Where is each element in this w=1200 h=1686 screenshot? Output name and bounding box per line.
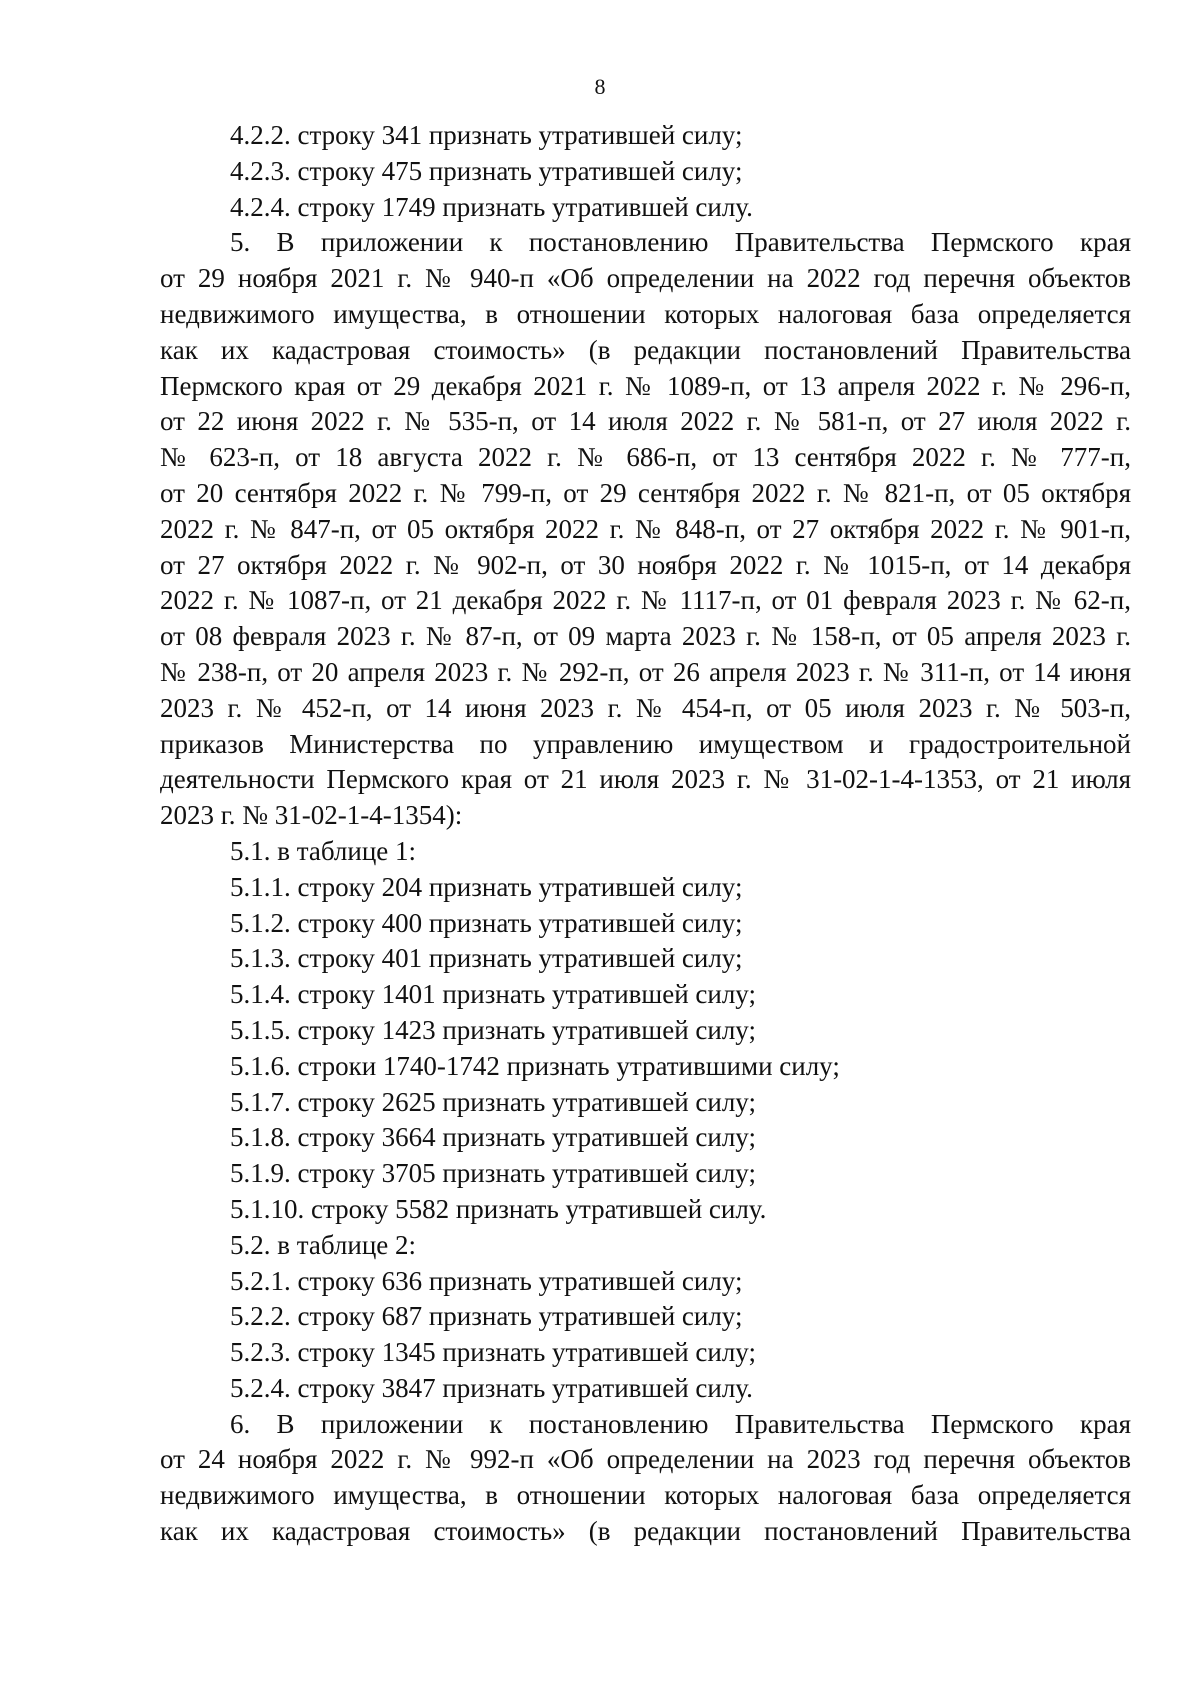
text-line: 5.2.4. строку 3847 признать утратившей силу. — [230, 1372, 753, 1403]
text-line: Пермского края от 29 декабря 2021 г. № 1089-п, от 13 апреля 2022 г. № 296-п, — [160, 370, 1131, 401]
text-line: от 27 октября 2022 г. № 902-п, от 30 ноября 2022 г. № 1015-п, от 14 декабря — [160, 549, 1131, 580]
text-line: от 24 ноября 2022 г. № 992-п «Об определении на 2023 год перечня объектов — [160, 1444, 1131, 1475]
text-line: 5. В приложении к постановлению Правительства Пермского края — [230, 227, 1131, 258]
page-number: 8 — [594, 74, 606, 99]
text-line: 4.2.3. строку 475 признать утратившей силу; — [230, 155, 743, 186]
text-line: 5.1.2. строку 400 признать утратившей силу; — [230, 907, 743, 938]
text-line: 5.1.3. строку 401 признать утратившей силу; — [230, 943, 743, 974]
text-line: 2023 г. № 31-02-1-4-1354): — [160, 800, 463, 831]
text-line: 5.1.1. строку 204 признать утратившей силу; — [230, 871, 743, 902]
text-line: 6. В приложении к постановлению Правительства Пермского края — [230, 1408, 1131, 1439]
text-line: 5.1.10. строку 5582 признать утратившей силу. — [230, 1193, 767, 1224]
text-line: 5.1.7. строку 2625 признать утратившей силу; — [230, 1086, 756, 1117]
text-line: от 08 февраля 2023 г. № 87-п, от 09 марта 2023 г. № 158-п, от 05 апреля 2023 г. — [160, 621, 1131, 652]
text-line: приказов Министерства по управлению имуществом и градостроительной — [160, 728, 1131, 759]
document-body — [160, 118, 1131, 1550]
text-line: 5.1.6. строки 1740-1742 признать утратившими силу; — [230, 1050, 840, 1081]
text-line: № 623-п, от 18 августа 2022 г. № 686-п, от 13 сентября 2022 г. № 777-п, — [160, 442, 1131, 473]
text-line: от 20 сентября 2022 г. № 799-п, от 29 сентября 2022 г. № 821-п, от 05 октября — [160, 477, 1131, 508]
text-line: недвижимого имущества, в отношении которых налоговая база определяется — [160, 298, 1131, 329]
text-line: 2022 г. № 1087-п, от 21 декабря 2022 г. № 1117-п, от 01 февраля 2023 г. № 62-п, — [160, 585, 1131, 616]
text-line: 4.2.2. строку 341 признать утратившей силу; — [230, 120, 743, 150]
text-line: 2023 г. № 452-п, от 14 июня 2023 г. № 454-п, от 05 июля 2023 г. № 503-п, — [160, 692, 1131, 723]
text-line: 5.1. в таблице 1: — [230, 835, 417, 866]
text-line: 5.1.4. строку 1401 признать утратившей силу; — [230, 979, 756, 1010]
text-line: 5.1.8. строку 3664 признать утратившей силу; — [230, 1122, 756, 1153]
text-line: 5.1.9. строку 3705 признать утратившей силу; — [230, 1158, 756, 1189]
text-line: 2022 г. № 847-п, от 05 октября 2022 г. № 848-п, от 27 октября 2022 г. № 901-п, — [160, 513, 1131, 544]
text-line: недвижимого имущества, в отношении которых налоговая база определяется — [160, 1480, 1131, 1511]
text-line: 5.1.5. строку 1423 признать утратившей силу; — [230, 1014, 756, 1045]
text-line: как их кадастровая стоимость» (в редакции постановлений Правительства — [160, 1516, 1131, 1547]
text-line: 5.2. в таблице 2: — [230, 1229, 417, 1260]
text-line: 4.2.4. строку 1749 признать утратившей силу. — [230, 191, 753, 222]
text-line: деятельности Пермского края от 21 июля 2023 г. № 31-02-1-4-1353, от 21 июля — [160, 764, 1131, 795]
text-line: № 238-п, от 20 апреля 2023 г. № 292-п, от 26 апреля 2023 г. № 311-п, от 14 июня — [160, 656, 1131, 687]
text-line: как их кадастровая стоимость» (в редакции постановлений Правительства — [160, 334, 1131, 365]
text-line: 5.2.3. строку 1345 признать утратившей силу; — [230, 1337, 756, 1368]
text-line: 5.2.2. строку 687 признать утратившей силу; — [230, 1301, 743, 1332]
text-line: от 29 ноября 2021 г. № 940-п «Об определении на 2022 год перечня объектов — [160, 263, 1131, 294]
text-line: от 22 июня 2022 г. № 535-п, от 14 июля 2022 г. № 581-п, от 27 июля 2022 г. — [160, 406, 1131, 437]
text-line: 5.2.1. строку 636 признать утратившей силу; — [230, 1265, 743, 1296]
